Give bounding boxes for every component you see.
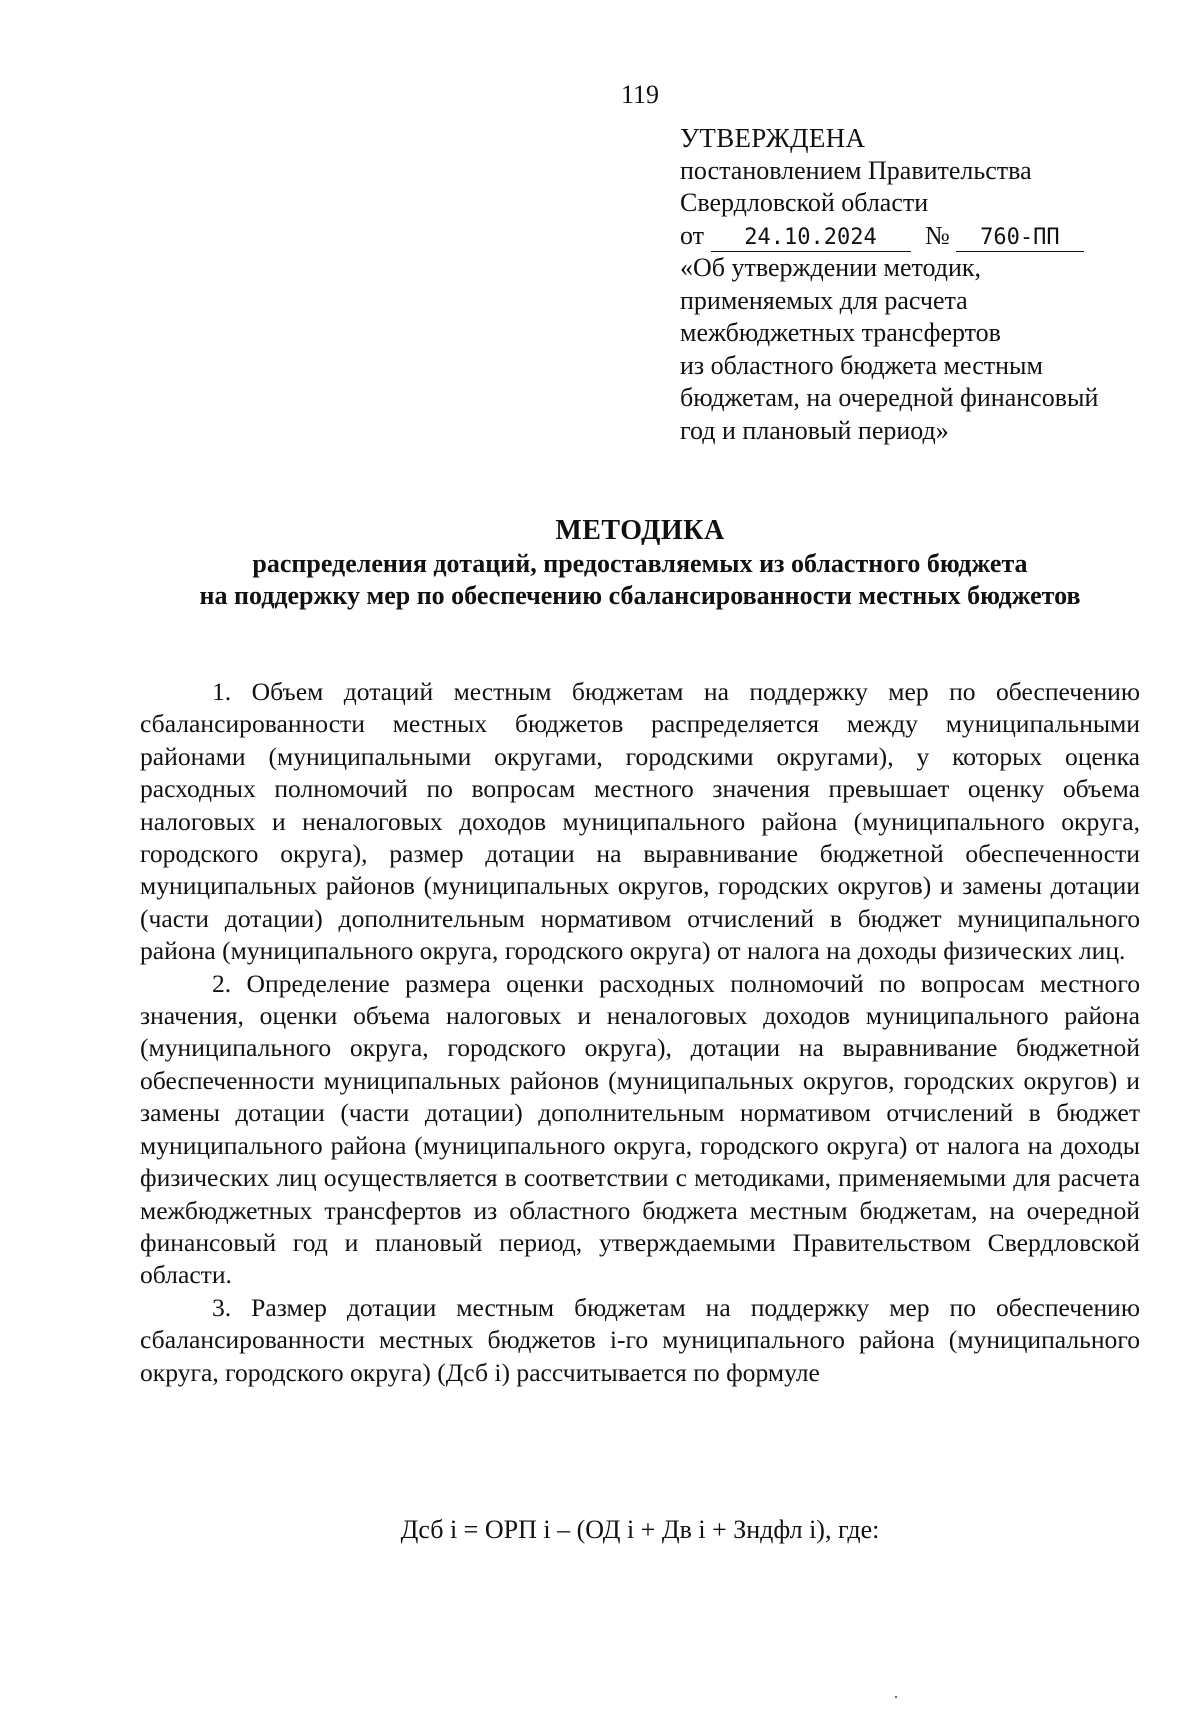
scan-speck bbox=[895, 1696, 897, 1698]
number-prefix: № bbox=[925, 220, 950, 250]
approval-title-line: год и плановый период» bbox=[680, 415, 949, 445]
paragraph-1: 1. Объем дотаций местным бюджетам на поддержку мер по обеспечению сбалансированности местных бюджетов распределяется между муниципальными районами (муниципальными округами, городскими округами), у которых оценка расходных полномочий по вопросам местного значения превышает оценку объема налоговых и неналоговых доходов муниципального района (муниципального округа, городского округа), размер дотации на выравнивание бюджетной обеспеченности муниципальных районов (муниципальных округов, городских округов) и замены дотации (части дотации) дополнительным нормативом отчислений в бюджет муниципального района (муниципального округа, городского округа) от налога на доходы физических лиц. bbox=[140, 677, 1140, 966]
page-number: 119 bbox=[620, 80, 660, 109]
approval-title-line: межбюджетных трансфертов bbox=[680, 318, 1001, 347]
approval-date-line bbox=[680, 220, 1150, 253]
approval-line-1: постановлением Правительства bbox=[680, 155, 1032, 185]
approval-title-line: бюджетам, на очередной финансовый bbox=[680, 383, 1099, 412]
date-prefix: от bbox=[680, 220, 705, 250]
paragraph-3: 3. Размер дотации местным бюджетам на поддержку мер по обеспечению сбалансированности местных бюджетов i-го муниципального района (муниципального округа, городского округа) (Дсб i) рассчитывается по формуле bbox=[140, 1292, 1140, 1387]
approval-title-line: из областного бюджета местным bbox=[680, 350, 1043, 380]
document-title-block bbox=[140, 514, 1140, 612]
approval-stamp bbox=[680, 122, 1150, 447]
paragraph-2: 2. Определение размера оценки расходных полномочий по вопросам местного значения, оценки объема налоговых и неналоговых доходов муниципального района (муниципального округа, городского округа), дотации на выравнивание бюджетной обеспеченности муниципальных районов (муниципальных округов, городских округов) и замены дотации (части дотации) дополнительным нормативом отчислений в бюджет муниципального района (муниципального округа, городского округа) от налога на доходы физических лиц осуществляется в соответствии с методиками, применяемыми для расчета межбюджетных трансфертов из областного бюджета местным бюджетам, на очередной финансовый год и плановый период, утверждаемыми Правительством Свердловской области. bbox=[140, 968, 1140, 1290]
approval-date: 24.10.2024 bbox=[711, 225, 911, 252]
document-subtitle-line-1: распределения дотаций, предоставляемых из областного бюджета bbox=[252, 549, 1028, 578]
document-subtitle-line-2: на поддержку мер по обеспечению сбалансированности местных бюджетов bbox=[199, 581, 1081, 610]
approval-heading: УТВЕРЖДЕНА bbox=[680, 123, 866, 153]
approval-title-line: «Об утверждении методик, bbox=[680, 253, 982, 282]
document-body bbox=[140, 676, 1140, 1389]
formula: Дсб i = ОРП i – (ОД i + Дв i + Зндфл i), где: bbox=[400, 1515, 880, 1544]
approval-line-2: Свердловской области bbox=[680, 188, 929, 217]
approval-title-line: применяемых для расчета bbox=[680, 285, 968, 315]
approval-number: 760-ПП bbox=[956, 225, 1084, 252]
document-title: МЕТОДИКА bbox=[555, 515, 725, 546]
